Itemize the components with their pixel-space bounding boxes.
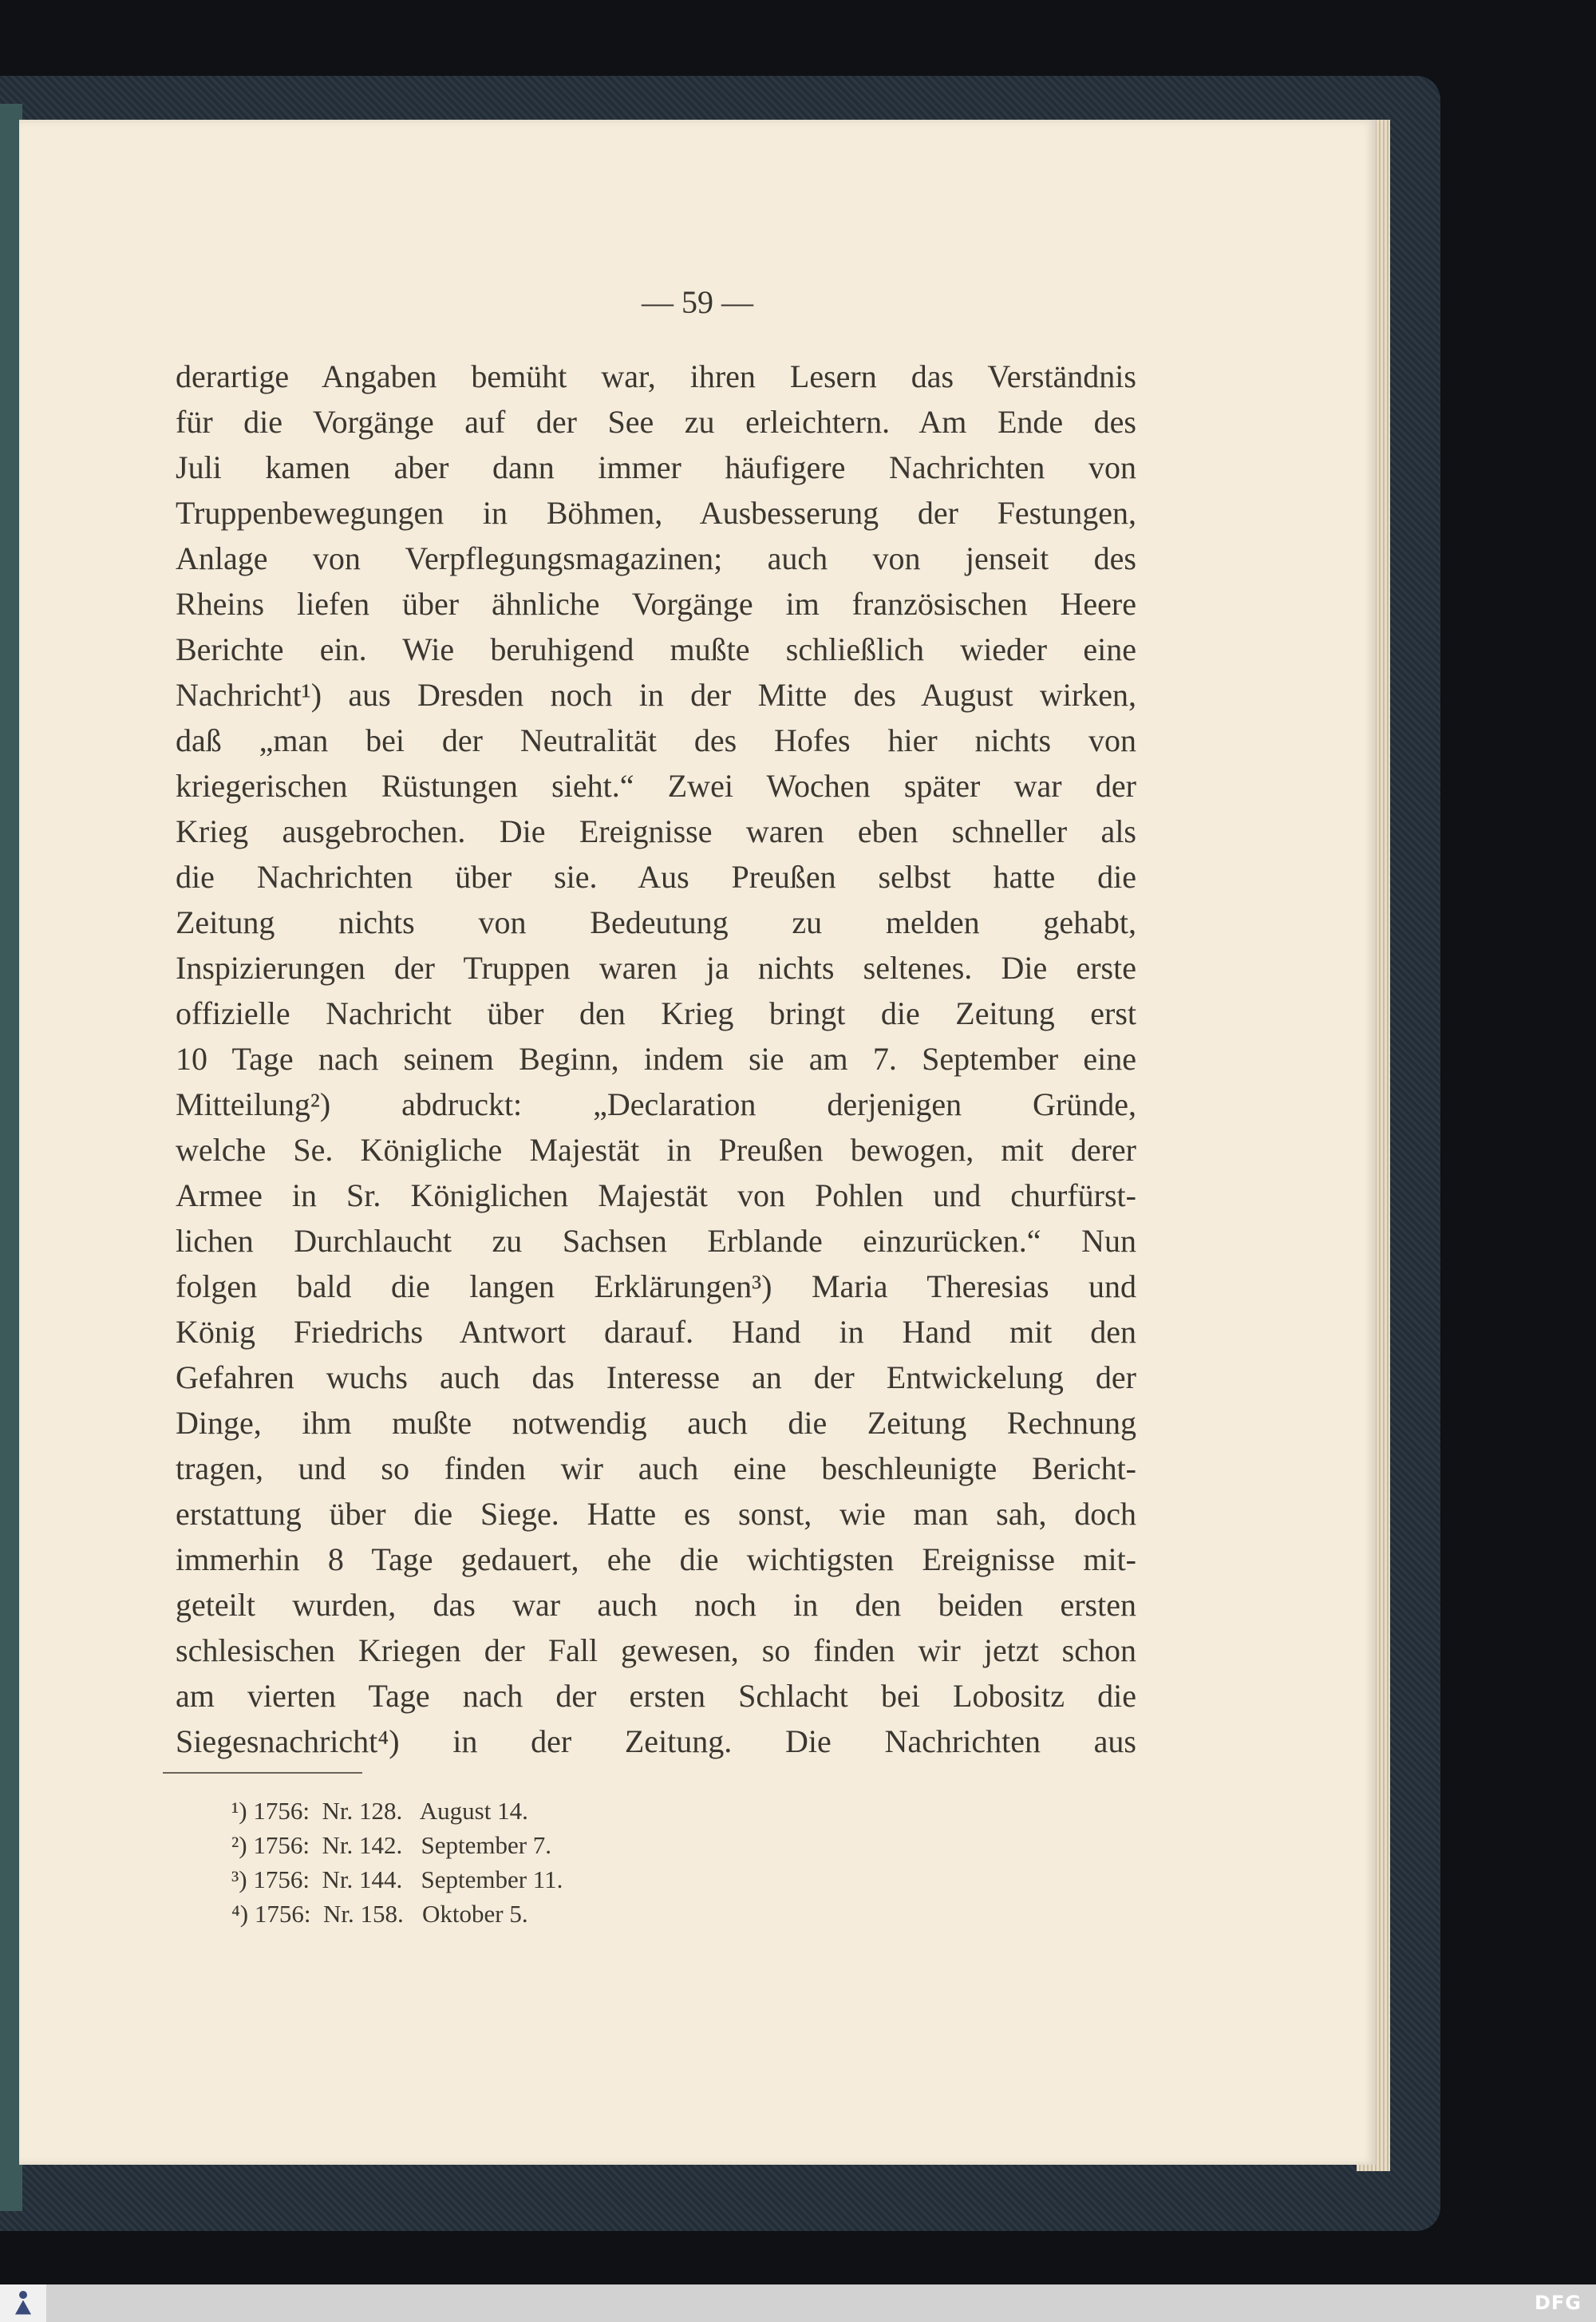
footnote: ³) 1756: Nr. 144. September 11. [231, 1865, 563, 1893]
text-line: daß „man bei der Neutralität des Hofes hier nichts von [176, 722, 1136, 758]
text-line: folgen bald die langen Erklärungen³) Maria Theresias und [176, 1268, 1136, 1304]
footnote: ⁴) 1756: Nr. 158. Oktober 5. [231, 1900, 528, 1928]
text-line: immerhin 8 Tage gedauert, ehe die wichtigsten Ereignisse mit- [176, 1541, 1136, 1577]
body-text [176, 354, 1136, 1764]
text-line: am vierten Tage nach der ersten Schlacht bei Lobositz die [176, 1678, 1136, 1714]
text-line: Zeitung nichts von Bedeutung zu melden gehabt, [176, 904, 1136, 940]
page-number: — 59 — [642, 284, 753, 320]
text-line: Krieg ausgebrochen. Die Ereignisse waren eben schneller als [176, 813, 1136, 849]
library-logo-icon [13, 2291, 34, 2316]
text-line: Berichte ein. Wie beruhigend mußte schließlich wieder eine [176, 631, 1136, 667]
dfg-logo: DFG [1534, 2292, 1582, 2314]
viewer-footer-bar [0, 2284, 1596, 2322]
text-line: schlesischen Kriegen der Fall gewesen, so finden wir jetzt schon [176, 1632, 1136, 1668]
text-line: erstattung über die Siege. Hatte es sonst, wie man sah, doch [176, 1496, 1136, 1532]
text-line: Nachricht¹) aus Dresden noch in der Mitte des August wirken, [176, 677, 1136, 713]
text-line: König Friedrichs Antwort darauf. Hand in Hand mit den [176, 1314, 1136, 1350]
text-line: für die Vorgänge auf der See zu erleichtern. Am Ende des [176, 404, 1136, 440]
text-line: derartige Angaben bemüht war, ihren Lesern das Verständnis [176, 358, 1136, 394]
text-line: Rheins liefen über ähnliche Vorgänge im französischen Heere [176, 586, 1136, 622]
text-line: kriegerischen Rüstungen sieht.“ Zwei Wochen später war der [176, 768, 1136, 804]
text-line: Truppenbewegungen in Böhmen, Ausbesserung der Festungen, [176, 495, 1136, 531]
text-line: Siegesnachricht⁴) in der Zeitung. Die Nachrichten aus [176, 1723, 1136, 1759]
text-line: Juli kamen aber dann immer häufigere Nachrichten von [176, 449, 1136, 485]
text-line: die Nachrichten über sie. Aus Preußen selbst hatte die [176, 859, 1136, 895]
text-line: Mitteilung²) abdruckt: „Declaration derjenigen Gründe, [176, 1086, 1136, 1122]
footnote: ¹) 1756: Nr. 128. August 14. [231, 1797, 528, 1825]
text-line: Dinge, ihm mußte notwendig auch die Zeitung Rechnung [176, 1405, 1136, 1441]
text-line: tragen, und so finden wir auch eine beschleunigte Bericht- [176, 1450, 1136, 1486]
text-line: lichen Durchlaucht zu Sachsen Erblande einzurücken.“ Nun [176, 1223, 1136, 1259]
text-line: Inspizierungen der Truppen waren ja nichts seltenes. Die erste [176, 950, 1136, 986]
text-line: Anlage von Verpflegungsmagazinen; auch von jenseit des [176, 540, 1136, 576]
footnotes [231, 1794, 790, 1931]
footnote-divider [163, 1772, 362, 1774]
text-line: Gefahren wuchs auch das Interesse an der Entwickelung der [176, 1359, 1136, 1395]
text-line: geteilt wurden, das war auch noch in den beiden ersten [176, 1587, 1136, 1623]
text-line: offizielle Nachricht über den Krieg bringt die Zeitung erst [176, 995, 1136, 1031]
text-line: Armee in Sr. Königlichen Majestät von Pohlen und churfürst- [176, 1177, 1136, 1213]
text-line: welche Se. Königliche Majestät in Preußen bewogen, mit derer [176, 1132, 1136, 1168]
footnote: ²) 1756: Nr. 142. September 7. [231, 1831, 552, 1859]
text-line: 10 Tage nach seinem Beginn, indem sie am 7. September eine [176, 1041, 1136, 1077]
library-logo [0, 2284, 46, 2322]
